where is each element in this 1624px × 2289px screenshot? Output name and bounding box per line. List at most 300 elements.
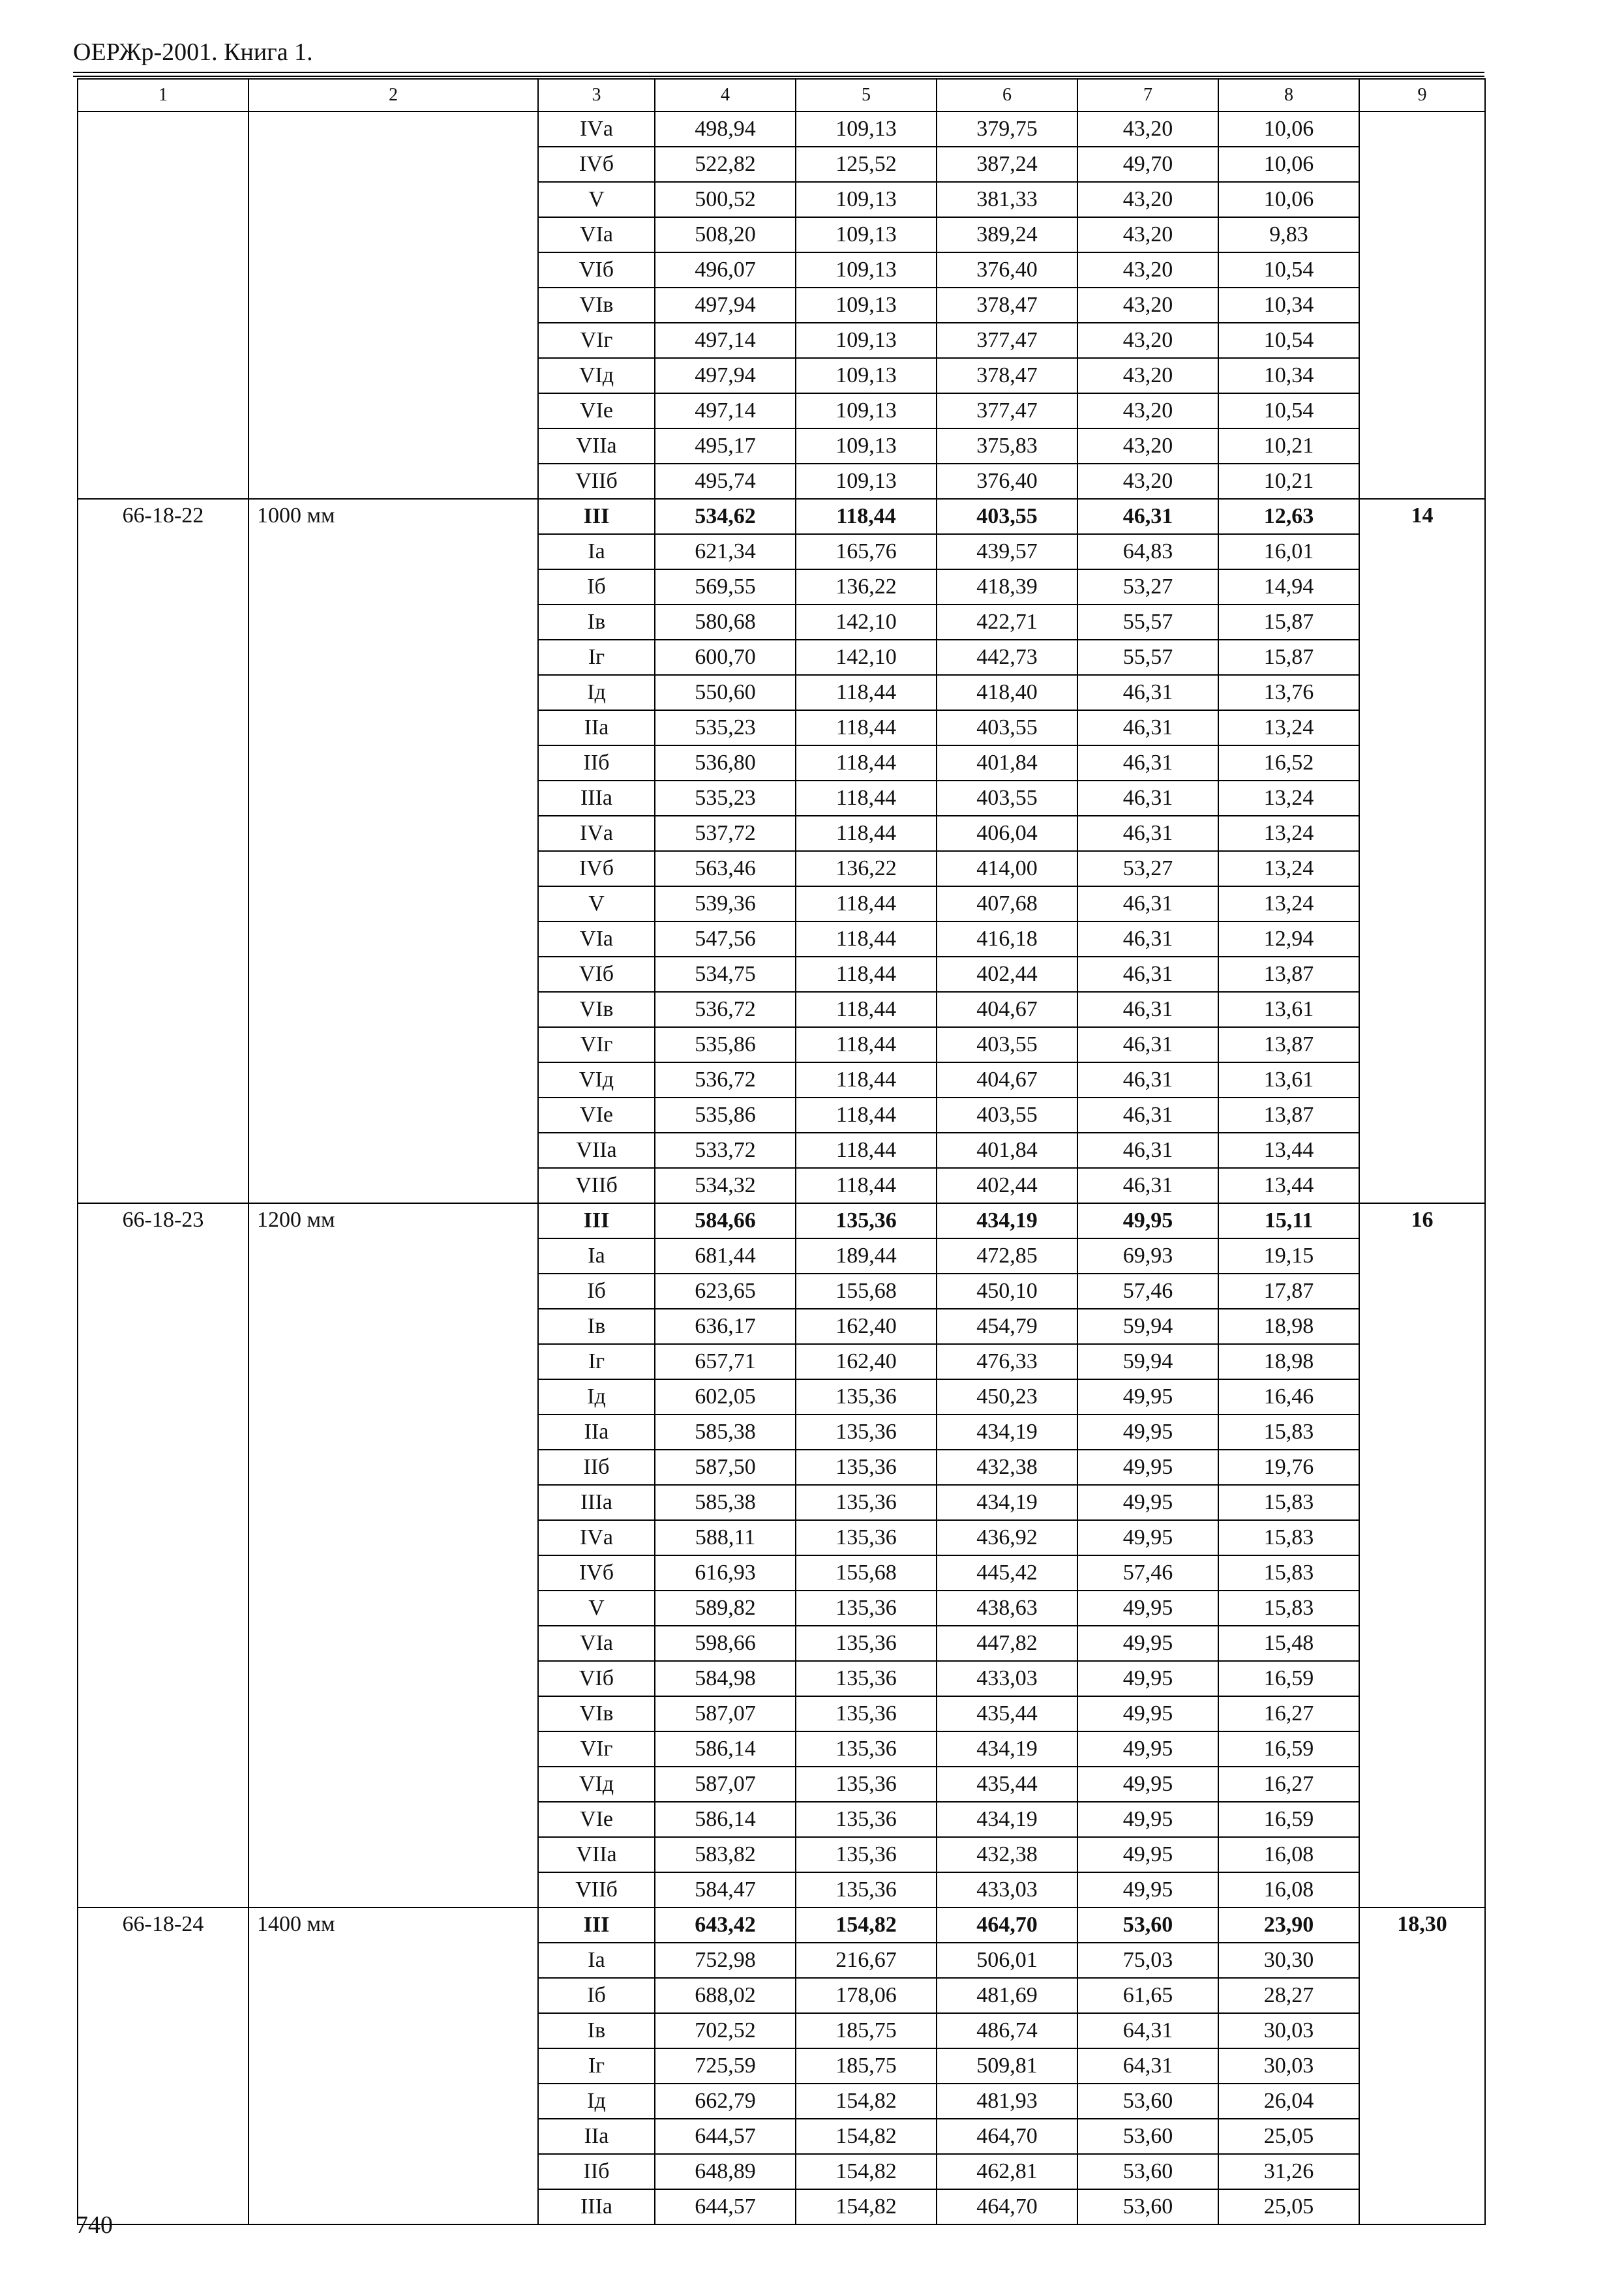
value-cell: 438,63 — [937, 1591, 1077, 1626]
value-cell: 43,20 — [1077, 323, 1218, 358]
value-cell: 46,31 — [1077, 781, 1218, 816]
value-cell: 46,31 — [1077, 992, 1218, 1027]
value-cell: 586,14 — [655, 1731, 796, 1767]
value-cell: 10,54 — [1218, 252, 1359, 288]
value-cell: 13,61 — [1218, 992, 1359, 1027]
rate-code: VIб — [538, 957, 655, 992]
rate-code: VIг — [538, 323, 655, 358]
rate-code: IIб — [538, 1450, 655, 1485]
value-cell: 752,98 — [655, 1943, 796, 1978]
value-cell: 64,31 — [1077, 2048, 1218, 2084]
value-cell: 135,36 — [796, 1485, 937, 1520]
value-cell: 580,68 — [655, 605, 796, 640]
value-cell: 13,24 — [1218, 816, 1359, 851]
value-cell: 589,82 — [655, 1591, 796, 1626]
value-cell: 10,06 — [1218, 182, 1359, 217]
value-cell: 563,46 — [655, 851, 796, 886]
rate-code: Iд — [538, 675, 655, 710]
rate-code: V — [538, 1591, 655, 1626]
value-cell: 135,36 — [796, 1591, 937, 1626]
value-cell: 109,13 — [796, 217, 937, 252]
value-cell: 418,39 — [937, 569, 1077, 605]
value-cell: 406,04 — [937, 816, 1077, 851]
value-cell: 434,19 — [937, 1802, 1077, 1837]
value-cell: 125,52 — [796, 147, 937, 182]
value-cell: 10,54 — [1218, 393, 1359, 428]
value-cell: 10,34 — [1218, 358, 1359, 393]
value-cell: 403,55 — [937, 1027, 1077, 1062]
rate-code: VIIа — [538, 1837, 655, 1872]
value-cell: 434,19 — [937, 1485, 1077, 1520]
value-cell: 536,72 — [655, 1062, 796, 1098]
value-cell: 536,72 — [655, 992, 796, 1027]
value-cell: 16,46 — [1218, 1379, 1359, 1414]
rate-code: VIг — [538, 1731, 655, 1767]
page-title: ОЕРЖр-2001. Книга 1. — [73, 38, 313, 66]
value-cell: 109,13 — [796, 323, 937, 358]
value-cell: 450,23 — [937, 1379, 1077, 1414]
value-cell: 135,36 — [796, 1731, 937, 1767]
column-number: 5 — [796, 79, 937, 112]
item-size: 1000 мм — [248, 499, 538, 1203]
value-cell: 402,44 — [937, 957, 1077, 992]
value-cell: 118,44 — [796, 921, 937, 957]
column-number: 6 — [937, 79, 1077, 112]
value-cell: 49,95 — [1077, 1485, 1218, 1520]
value-cell: 10,34 — [1218, 288, 1359, 323]
value-cell: 118,44 — [796, 1062, 937, 1098]
value-cell: 109,13 — [796, 288, 937, 323]
item-code: 66-18-22 — [78, 499, 248, 1203]
value-cell: 43,20 — [1077, 288, 1218, 323]
value-cell: 377,47 — [937, 393, 1077, 428]
value-cell: 49,95 — [1077, 1731, 1218, 1767]
value-cell: 109,13 — [796, 252, 937, 288]
value-cell: 539,36 — [655, 886, 796, 921]
value-cell: 418,40 — [937, 675, 1077, 710]
rate-code: IIа — [538, 2119, 655, 2154]
value-cell: 534,75 — [655, 957, 796, 992]
value-cell: 109,13 — [796, 358, 937, 393]
value-cell: 136,22 — [796, 569, 937, 605]
value-cell: 154,82 — [796, 2189, 937, 2224]
value-cell: 185,75 — [796, 2048, 937, 2084]
value-cell: 15,83 — [1218, 1555, 1359, 1591]
rate-code: IIб — [538, 2154, 655, 2189]
value-cell: 118,44 — [796, 499, 937, 534]
rate-code: VIв — [538, 1696, 655, 1731]
value-cell: 109,13 — [796, 393, 937, 428]
value-cell: 16,59 — [1218, 1661, 1359, 1696]
rate-code: VIIб — [538, 464, 655, 499]
value-cell: 12,63 — [1218, 499, 1359, 534]
value-cell: 407,68 — [937, 886, 1077, 921]
value-cell: 118,44 — [796, 675, 937, 710]
group-main-row — [78, 1203, 1485, 1238]
rate-code: VIг — [538, 1027, 655, 1062]
value-cell: 375,83 — [937, 428, 1077, 464]
value-cell: 155,68 — [796, 1555, 937, 1591]
value-cell: 481,93 — [937, 2084, 1077, 2119]
value-cell: 644,57 — [655, 2189, 796, 2224]
rate-code: Iв — [538, 1309, 655, 1344]
value-cell: 13,87 — [1218, 1027, 1359, 1062]
value-cell: 434,19 — [937, 1414, 1077, 1450]
value-cell: 154,82 — [796, 2154, 937, 2189]
value-cell: 401,84 — [937, 745, 1077, 781]
value-cell: 135,36 — [796, 1379, 937, 1414]
col9-value: 18,30 — [1359, 1908, 1485, 2224]
value-cell: 135,36 — [796, 1696, 937, 1731]
value-cell: 49,70 — [1077, 147, 1218, 182]
value-cell: 109,13 — [796, 182, 937, 217]
value-cell: 587,50 — [655, 1450, 796, 1485]
value-cell: 387,24 — [937, 147, 1077, 182]
value-cell: 30,03 — [1218, 2013, 1359, 2048]
value-cell: 535,23 — [655, 781, 796, 816]
value-cell: 46,31 — [1077, 1168, 1218, 1203]
rate-code: III — [538, 1203, 655, 1238]
value-cell: 583,82 — [655, 1837, 796, 1872]
rate-code: IIа — [538, 1414, 655, 1450]
column-number: 7 — [1077, 79, 1218, 112]
value-cell: 414,00 — [937, 851, 1077, 886]
rate-code: VIIб — [538, 1168, 655, 1203]
value-cell: 49,95 — [1077, 1626, 1218, 1661]
item-size: 1200 мм — [248, 1203, 538, 1908]
value-cell: 18,98 — [1218, 1309, 1359, 1344]
table-body — [78, 79, 1485, 2224]
value-cell: 135,36 — [796, 1872, 937, 1908]
value-cell: 216,67 — [796, 1943, 937, 1978]
value-cell: 64,83 — [1077, 534, 1218, 569]
value-cell: 688,02 — [655, 1978, 796, 2013]
value-cell: 46,31 — [1077, 675, 1218, 710]
value-cell: 495,17 — [655, 428, 796, 464]
value-cell: 401,84 — [937, 1133, 1077, 1168]
value-cell: 657,71 — [655, 1344, 796, 1379]
column-number: 8 — [1218, 79, 1359, 112]
value-cell: 13,76 — [1218, 675, 1359, 710]
col9-value: 16 — [1359, 1203, 1485, 1908]
value-cell: 403,55 — [937, 781, 1077, 816]
value-cell: 497,14 — [655, 323, 796, 358]
value-cell: 49,95 — [1077, 1414, 1218, 1450]
column-number-row — [78, 79, 1485, 112]
value-cell: 535,86 — [655, 1098, 796, 1133]
value-cell: 585,38 — [655, 1485, 796, 1520]
rate-code: Iа — [538, 1943, 655, 1978]
value-cell: 422,71 — [937, 605, 1077, 640]
value-cell: 498,94 — [655, 112, 796, 147]
value-cell: 13,87 — [1218, 1098, 1359, 1133]
value-cell: 402,44 — [937, 1168, 1077, 1203]
column-number: 1 — [78, 79, 248, 112]
value-cell: 16,52 — [1218, 745, 1359, 781]
value-cell: 450,10 — [937, 1274, 1077, 1309]
value-cell: 49,95 — [1077, 1661, 1218, 1696]
value-cell: 118,44 — [796, 781, 937, 816]
value-cell: 16,01 — [1218, 534, 1359, 569]
value-cell: 486,74 — [937, 2013, 1077, 2048]
rate-code: VIе — [538, 1802, 655, 1837]
value-cell: 569,55 — [655, 569, 796, 605]
value-cell: 19,76 — [1218, 1450, 1359, 1485]
value-cell: 25,05 — [1218, 2189, 1359, 2224]
value-cell: 598,66 — [655, 1626, 796, 1661]
value-cell: 135,36 — [796, 1802, 937, 1837]
value-cell: 46,31 — [1077, 957, 1218, 992]
value-cell: 64,31 — [1077, 2013, 1218, 2048]
value-cell: 109,13 — [796, 428, 937, 464]
rate-code: VIд — [538, 1062, 655, 1098]
group-main-row — [78, 499, 1485, 534]
value-cell: 13,44 — [1218, 1133, 1359, 1168]
value-cell: 53,60 — [1077, 2084, 1218, 2119]
value-cell: 403,55 — [937, 499, 1077, 534]
rate-code: VIIа — [538, 428, 655, 464]
value-cell: 535,86 — [655, 1027, 796, 1062]
value-cell: 49,95 — [1077, 1696, 1218, 1731]
size-cell — [248, 112, 538, 499]
value-cell: 17,87 — [1218, 1274, 1359, 1309]
value-cell: 165,76 — [796, 534, 937, 569]
value-cell: 118,44 — [796, 1098, 937, 1133]
value-cell: 547,56 — [655, 921, 796, 957]
rate-code: Iг — [538, 640, 655, 675]
rate-code: VIд — [538, 1767, 655, 1802]
rates-table — [77, 78, 1486, 2225]
value-cell: 30,30 — [1218, 1943, 1359, 1978]
value-cell: 23,90 — [1218, 1908, 1359, 1943]
value-cell: 472,85 — [937, 1238, 1077, 1274]
item-code: 66-18-23 — [78, 1203, 248, 1908]
value-cell: 404,67 — [937, 992, 1077, 1027]
value-cell: 537,72 — [655, 816, 796, 851]
value-cell: 118,44 — [796, 1168, 937, 1203]
value-cell: 434,19 — [937, 1203, 1077, 1238]
rate-code: VIв — [538, 992, 655, 1027]
item-code: 66-18-24 — [78, 1908, 248, 2224]
value-cell: 550,60 — [655, 675, 796, 710]
value-cell: 135,36 — [796, 1450, 937, 1485]
value-cell: 616,93 — [655, 1555, 796, 1591]
value-cell: 586,14 — [655, 1802, 796, 1837]
table-row — [78, 112, 1485, 147]
value-cell: 13,87 — [1218, 957, 1359, 992]
value-cell: 462,81 — [937, 2154, 1077, 2189]
value-cell: 43,20 — [1077, 182, 1218, 217]
value-cell: 178,06 — [796, 1978, 937, 2013]
value-cell: 53,27 — [1077, 851, 1218, 886]
value-cell: 14,94 — [1218, 569, 1359, 605]
rate-code: Iг — [538, 2048, 655, 2084]
value-cell: 584,98 — [655, 1661, 796, 1696]
value-cell: 49,95 — [1077, 1802, 1218, 1837]
value-cell: 53,60 — [1077, 2119, 1218, 2154]
value-cell: 49,95 — [1077, 1767, 1218, 1802]
value-cell: 69,93 — [1077, 1238, 1218, 1274]
value-cell: 600,70 — [655, 640, 796, 675]
value-cell: 500,52 — [655, 182, 796, 217]
column-number: 2 — [248, 79, 538, 112]
value-cell: 16,27 — [1218, 1767, 1359, 1802]
value-cell: 623,65 — [655, 1274, 796, 1309]
rate-code: VIе — [538, 393, 655, 428]
group-main-row — [78, 1908, 1485, 1943]
value-cell: 476,33 — [937, 1344, 1077, 1379]
value-cell: 162,40 — [796, 1344, 937, 1379]
value-cell: 46,31 — [1077, 1098, 1218, 1133]
col9-cell — [1359, 112, 1485, 499]
value-cell: 49,95 — [1077, 1450, 1218, 1485]
value-cell: 378,47 — [937, 288, 1077, 323]
value-cell: 109,13 — [796, 464, 937, 499]
value-cell: 189,44 — [796, 1238, 937, 1274]
value-cell: 584,66 — [655, 1203, 796, 1238]
rate-code: IVа — [538, 112, 655, 147]
rate-code: Iб — [538, 1274, 655, 1309]
value-cell: 53,27 — [1077, 569, 1218, 605]
rate-code: Iд — [538, 1379, 655, 1414]
value-cell: 15,11 — [1218, 1203, 1359, 1238]
value-cell: 434,19 — [937, 1731, 1077, 1767]
value-cell: 584,47 — [655, 1872, 796, 1908]
value-cell: 15,87 — [1218, 605, 1359, 640]
rate-code: Iг — [538, 1344, 655, 1379]
value-cell: 136,22 — [796, 851, 937, 886]
value-cell: 49,95 — [1077, 1837, 1218, 1872]
value-cell: 46,31 — [1077, 1062, 1218, 1098]
value-cell: 57,46 — [1077, 1555, 1218, 1591]
value-cell: 135,36 — [796, 1767, 937, 1802]
value-cell: 376,40 — [937, 464, 1077, 499]
value-cell: 55,57 — [1077, 640, 1218, 675]
value-cell: 61,65 — [1077, 1978, 1218, 2013]
value-cell: 46,31 — [1077, 499, 1218, 534]
value-cell: 43,20 — [1077, 252, 1218, 288]
value-cell: 135,36 — [796, 1626, 937, 1661]
value-cell: 378,47 — [937, 358, 1077, 393]
value-cell: 154,82 — [796, 2084, 937, 2119]
value-cell: 433,03 — [937, 1872, 1077, 1908]
value-cell: 18,98 — [1218, 1344, 1359, 1379]
column-number: 9 — [1359, 79, 1485, 112]
value-cell: 702,52 — [655, 2013, 796, 2048]
value-cell: 10,21 — [1218, 464, 1359, 499]
value-cell: 118,44 — [796, 957, 937, 992]
rate-code: IVб — [538, 147, 655, 182]
value-cell: 435,44 — [937, 1696, 1077, 1731]
value-cell: 15,83 — [1218, 1520, 1359, 1555]
value-cell: 46,31 — [1077, 921, 1218, 957]
value-cell: 16,08 — [1218, 1837, 1359, 1872]
col9-value: 14 — [1359, 499, 1485, 1203]
value-cell: 433,03 — [937, 1661, 1077, 1696]
value-cell: 464,70 — [937, 2119, 1077, 2154]
value-cell: 30,03 — [1218, 2048, 1359, 2084]
rate-code: V — [538, 886, 655, 921]
value-cell: 43,20 — [1077, 428, 1218, 464]
value-cell: 16,08 — [1218, 1872, 1359, 1908]
value-cell: 28,27 — [1218, 1978, 1359, 2013]
value-cell: 681,44 — [655, 1238, 796, 1274]
value-cell: 10,06 — [1218, 112, 1359, 147]
rate-code: VIб — [538, 252, 655, 288]
rate-code: IIб — [538, 745, 655, 781]
value-cell: 59,94 — [1077, 1309, 1218, 1344]
value-cell: 522,82 — [655, 147, 796, 182]
value-cell: 454,79 — [937, 1309, 1077, 1344]
value-cell: 587,07 — [655, 1767, 796, 1802]
value-cell: 142,10 — [796, 640, 937, 675]
value-cell: 403,55 — [937, 1098, 1077, 1133]
value-cell: 10,21 — [1218, 428, 1359, 464]
value-cell: 46,31 — [1077, 886, 1218, 921]
rate-code: Iб — [538, 569, 655, 605]
value-cell: 435,44 — [937, 1767, 1077, 1802]
value-cell: 481,69 — [937, 1978, 1077, 2013]
value-cell: 725,59 — [655, 2048, 796, 2084]
rate-code: IIа — [538, 710, 655, 745]
rate-code: Iв — [538, 2013, 655, 2048]
value-cell: 46,31 — [1077, 1027, 1218, 1062]
value-cell: 185,75 — [796, 2013, 937, 2048]
page-number: 740 — [76, 2211, 113, 2239]
value-cell: 404,67 — [937, 1062, 1077, 1098]
value-cell: 15,48 — [1218, 1626, 1359, 1661]
value-cell: 644,57 — [655, 2119, 796, 2154]
rate-code: IIIа — [538, 781, 655, 816]
value-cell: 49,95 — [1077, 1591, 1218, 1626]
value-cell: 436,92 — [937, 1520, 1077, 1555]
value-cell: 31,26 — [1218, 2154, 1359, 2189]
value-cell: 49,95 — [1077, 1203, 1218, 1238]
rate-code: Iб — [538, 1978, 655, 2013]
value-cell: 26,04 — [1218, 2084, 1359, 2119]
value-cell: 389,24 — [937, 217, 1077, 252]
rate-code: VIIб — [538, 1872, 655, 1908]
value-cell: 379,75 — [937, 112, 1077, 147]
value-cell: 585,38 — [655, 1414, 796, 1450]
value-cell: 43,20 — [1077, 393, 1218, 428]
value-cell: 9,83 — [1218, 217, 1359, 252]
value-cell: 16,27 — [1218, 1696, 1359, 1731]
value-cell: 534,62 — [655, 499, 796, 534]
rate-code: VIе — [538, 1098, 655, 1133]
value-cell: 53,60 — [1077, 2189, 1218, 2224]
value-cell: 377,47 — [937, 323, 1077, 358]
rate-code: IIIа — [538, 1485, 655, 1520]
value-cell: 25,05 — [1218, 2119, 1359, 2154]
value-cell: 109,13 — [796, 112, 937, 147]
value-cell: 155,68 — [796, 1274, 937, 1309]
value-cell: 506,01 — [937, 1943, 1077, 1978]
value-cell: 57,46 — [1077, 1274, 1218, 1309]
rate-code: IVа — [538, 816, 655, 851]
value-cell: 15,83 — [1218, 1414, 1359, 1450]
value-cell: 508,20 — [655, 217, 796, 252]
value-cell: 118,44 — [796, 745, 937, 781]
value-cell: 15,83 — [1218, 1591, 1359, 1626]
code-cell — [78, 112, 248, 499]
rate-code: IVа — [538, 1520, 655, 1555]
value-cell: 13,24 — [1218, 886, 1359, 921]
value-cell: 46,31 — [1077, 1133, 1218, 1168]
value-cell: 464,70 — [937, 2189, 1077, 2224]
value-cell: 16,59 — [1218, 1802, 1359, 1837]
rate-code: Iв — [538, 605, 655, 640]
